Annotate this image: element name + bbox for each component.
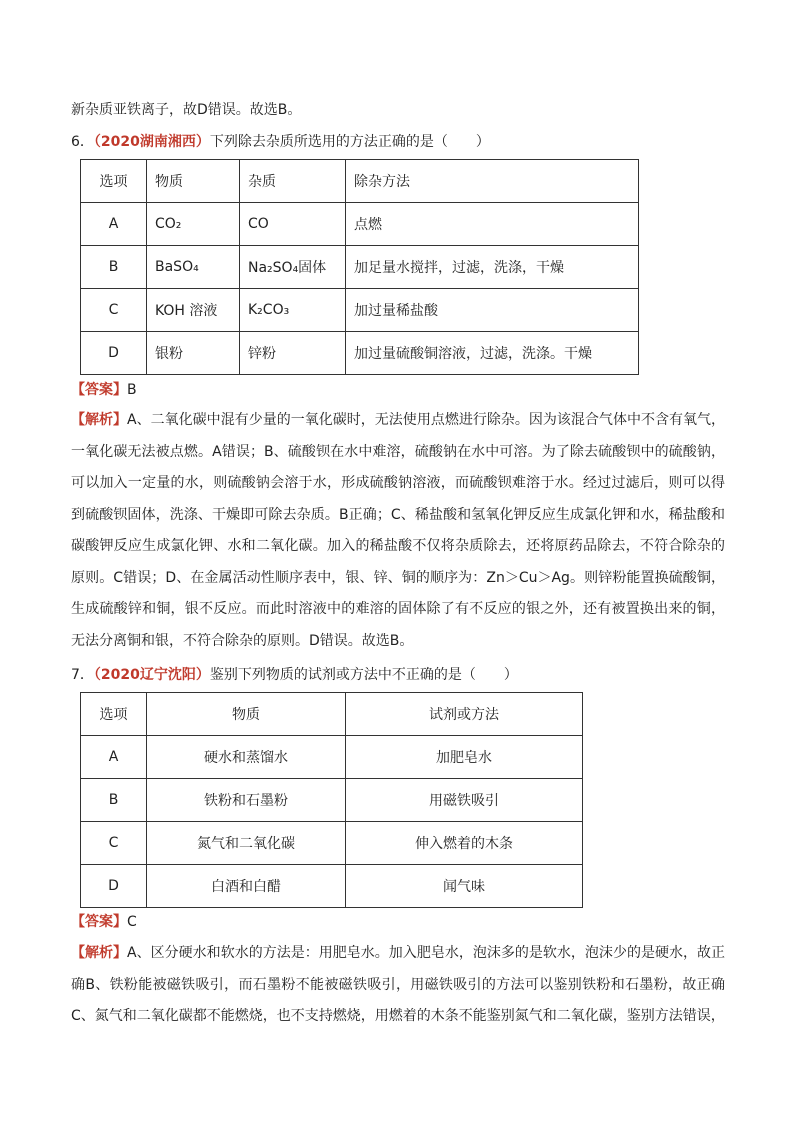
question-6-table: [80, 159, 639, 375]
answer-label: 【答案】: [71, 382, 127, 398]
question-7-stem: [71, 665, 518, 685]
answer-value: C: [127, 914, 137, 930]
method-cell: 用磁铁吸引: [346, 779, 583, 822]
impurity-cell: Na₂SO₄固体: [240, 246, 346, 289]
option-cell: D: [81, 865, 147, 908]
question-source-tag: （2020湖南湘西）: [93, 134, 210, 150]
option-cell: C: [81, 822, 147, 865]
analysis-label: 【解析】: [71, 945, 128, 961]
question-6-answer: [71, 380, 137, 400]
method-cell: 加过量稀盐酸: [346, 289, 639, 332]
question-7-analysis: [71, 938, 725, 1033]
question-6-analysis: [71, 405, 725, 657]
question-number: 7．: [71, 667, 94, 683]
header-cell: 试剂或方法: [346, 693, 583, 736]
substance-cell: 银粉: [147, 332, 240, 375]
table-row: [81, 736, 583, 779]
table-row: [81, 822, 583, 865]
analysis-label: 【解析】: [71, 412, 128, 428]
substance-cell: 氮气和二氧化碳: [147, 822, 346, 865]
question-source-tag: （2020辽宁沈阳）: [93, 667, 210, 683]
question-text: 鉴别下列物质的试剂或方法中不正确的是（ ）: [209, 667, 518, 683]
answer-value: B: [127, 382, 137, 398]
question-7-table: [80, 692, 583, 908]
substance-cell: CO₂: [147, 203, 240, 246]
impurity-cell: CO: [240, 203, 346, 246]
table-header-row: [81, 693, 583, 736]
table-row: [81, 865, 583, 908]
header-cell: 物质: [147, 693, 346, 736]
table-row: [81, 246, 639, 289]
header-cell: 除杂方法: [346, 160, 639, 203]
table-row: [81, 203, 639, 246]
method-cell: 加肥皂水: [346, 736, 583, 779]
substance-cell: 白酒和白醋: [147, 865, 346, 908]
method-cell: 伸入燃着的木条: [346, 822, 583, 865]
method-cell: 闻气味: [346, 865, 583, 908]
impurity-cell: 锌粉: [240, 332, 346, 375]
question-number: 6．: [71, 134, 94, 150]
option-cell: B: [81, 246, 147, 289]
header-cell: 选项: [81, 160, 147, 203]
method-cell: 点燃: [346, 203, 639, 246]
question-7-answer: [71, 912, 137, 932]
table-row: [81, 289, 639, 332]
answer-label: 【答案】: [71, 914, 127, 930]
substance-cell: 硬水和蒸馏水: [147, 736, 346, 779]
table-row: [81, 332, 639, 375]
analysis-text: A、二氧化碳中混有少量的一氧化碳时，无法使用点燃进行除杂。因为该混合气体中不含有氧气，一氧化碳无法被点燃。A错误；B、硫酸钡在水中难溶，硫酸钠在水中可溶。为了除去硫酸钡中的硫酸钠，可以加入一定量的水，则硫酸钠会溶于水，形成硫酸钠溶液，而硫酸钡难溶于水。经过过滤后，则可以得到硫酸钡固体，洗涤、干燥即可除去杂质。B正确；C、稀盐酸和氢氧化钾反应生成氯化钾和水，稀盐酸和碳酸钾反应生成氯化钾、水和二氧化碳。加入的稀盐酸不仅将杂质除去，还将原药品除去，不符合除杂的原则。C错误；D、在金属活动性顺序表中，银、锌、铜的顺序为：Zn＞Cu＞Ag。则锌粉能置换硫酸铜，生成硫酸锌和铜，银不反应。而此时溶液中的难溶的固体除了有不反应的银之外，还有被置换出来的铜，无法分离铜和银，不符合除杂的原则。D错误。故选B。: [71, 412, 726, 649]
substance-cell: BaSO₄: [147, 246, 240, 289]
method-cell: 加足量水搅拌，过滤，洗涤，干燥: [346, 246, 639, 289]
substance-cell: 铁粉和石墨粉: [147, 779, 346, 822]
impurity-cell: K₂CO₃: [240, 289, 346, 332]
table-row: [81, 779, 583, 822]
table-header-row: [81, 160, 639, 203]
method-cell: 加过量硫酸铜溶液，过滤，洗涤。干燥: [346, 332, 639, 375]
option-cell: B: [81, 779, 147, 822]
question-text: 下列除去杂质所选用的方法正确的是（ ）: [209, 134, 490, 150]
option-cell: A: [81, 736, 147, 779]
header-cell: 杂质: [240, 160, 346, 203]
top-line: 新杂质亚铁离子，故D错误。故选B。: [71, 102, 302, 118]
option-cell: D: [81, 332, 147, 375]
option-cell: C: [81, 289, 147, 332]
header-cell: 选项: [81, 693, 147, 736]
analysis-text: A、区分硬水和软水的方法是：用肥皂水。加入肥皂水，泡沫多的是软水，泡沫少的是硬水，故正确B、铁粉能被磁铁吸引，而石墨粉不能被磁铁吸引，用磁铁吸引的方法可以鉴别铁粉和石墨粉，故正确C、氮气和二氧化碳都不能燃烧，也不支持燃烧，用燃着的木条不能鉴别氮气和二氧化碳，鉴别方法错误，: [71, 945, 726, 1024]
option-cell: A: [81, 203, 147, 246]
substance-cell: KOH 溶液: [147, 289, 240, 332]
header-cell: 物质: [147, 160, 240, 203]
question-6-stem: [71, 132, 490, 152]
